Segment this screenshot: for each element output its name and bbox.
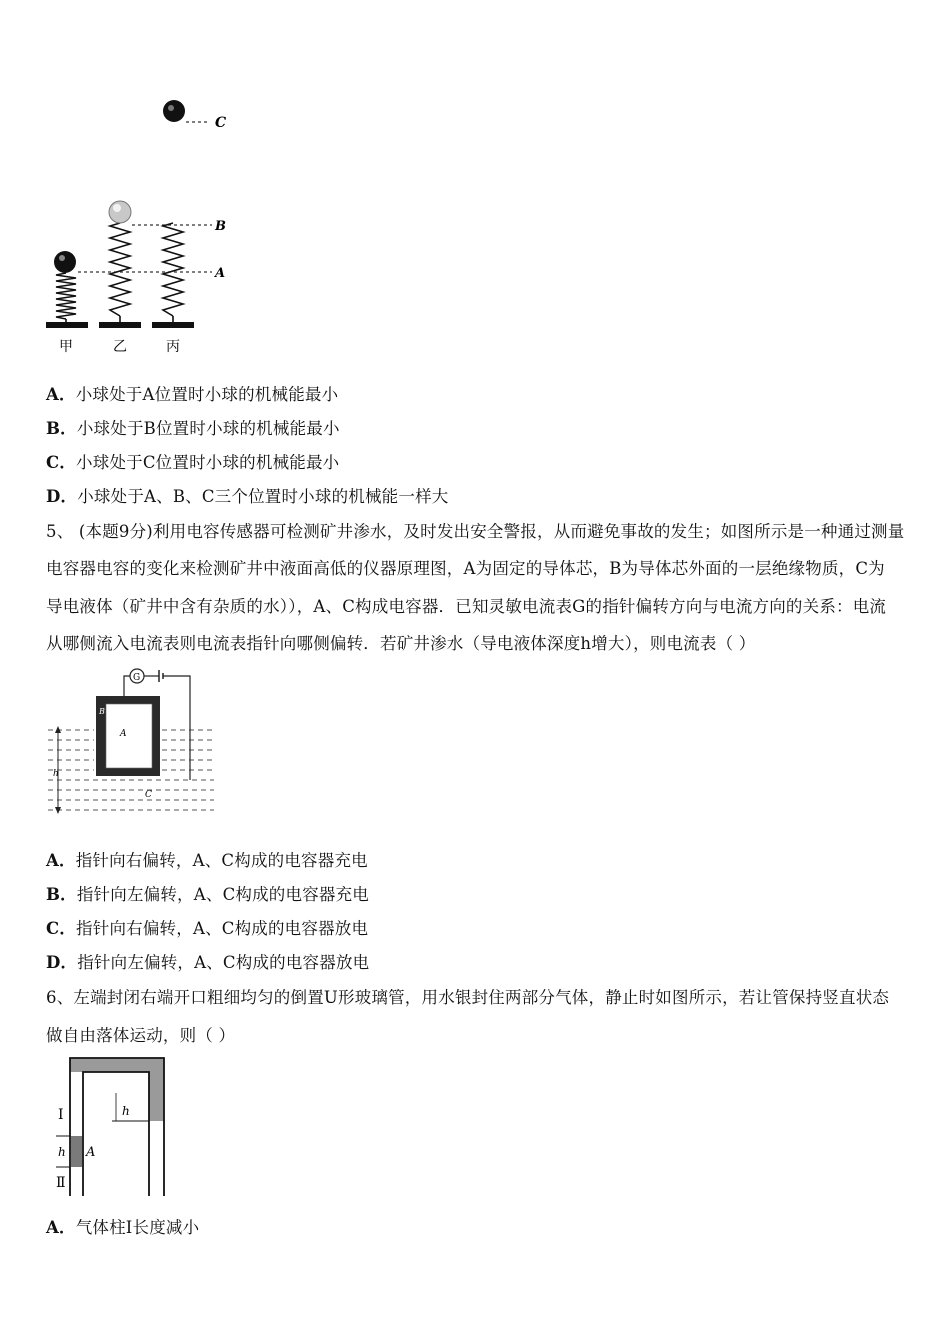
- q4-option-c: C．小球处于C位置时小球的机械能最小: [46, 453, 340, 472]
- label-h: h: [53, 769, 59, 779]
- q6-stem-line2: 做自由落体运动，则（ ）: [46, 1026, 236, 1045]
- label-a: A: [215, 266, 226, 281]
- label-yi: 乙: [113, 339, 127, 355]
- label-b2: B: [99, 707, 105, 716]
- q6-stem-line1: 6、左端封闭右端开口粗细均匀的倒置U形玻璃管，用水银封住两部分气体，静止时如图所示，若让管保持竖直状态: [46, 988, 890, 1007]
- q6-option-a: A．气体柱Ⅰ长度减小: [46, 1218, 200, 1237]
- q5-option-c: C．指针向右偏转，A、C构成的电容器放电: [46, 919, 369, 938]
- conductor-core-a: [106, 704, 152, 768]
- u-tube-figure: [48, 1053, 173, 1203]
- label-c: C: [215, 115, 227, 131]
- mercury-column-a: [71, 1136, 82, 1167]
- label-bing: 丙: [166, 339, 180, 355]
- q5-option-a: A．指针向右偏转，A、C构成的电容器充电: [46, 851, 368, 870]
- label-c2: C: [145, 790, 152, 800]
- q5-stem-line4: 从哪侧流入电流表则电流表指针向哪侧偏转．若矿井渗水（导电液体深度h增大），则电流表（ ）: [46, 634, 756, 653]
- q5-option-d: D．指针向左偏转，A、C构成的电容器放电: [46, 953, 370, 972]
- ball-jia: [54, 251, 76, 273]
- q5-stem-line3: 导电液体（矿井中含有杂质的水）），A、C构成电容器．已知灵敏电流表G的指针偏转方向与电流方向的关系：电流: [46, 597, 887, 616]
- spring-ball-figure: [40, 90, 240, 360]
- q4-option-b: B．小球处于B位置时小球的机械能最小: [46, 419, 340, 438]
- label-a2: A: [120, 729, 127, 739]
- label-jia: 甲: [59, 339, 73, 355]
- label-a3: A: [86, 1145, 96, 1160]
- q5-stem-line1: 5、 (本题9分)利用电容传感器可检测矿井渗水，及时发出安全警报，从而避免事故的发生；如图所示是一种通过测量: [46, 522, 905, 541]
- ball-yi: [109, 201, 131, 223]
- q5-option-b: B．指针向左偏转，A、C构成的电容器充电: [46, 885, 369, 904]
- capacitor-figure: [44, 664, 219, 824]
- ball-c: [163, 100, 185, 122]
- q5-stem-line2: 电容器电容的变化来检测矿井中液面高低的仪器原理图，A为固定的导体芯，B为导体芯外面的一层绝缘物质，C为: [46, 559, 885, 578]
- label-g: G: [133, 673, 141, 683]
- spring-jia: [56, 273, 76, 322]
- q4-option-d: D．小球处于A、B、C三个位置时小球的机械能一样大: [46, 487, 449, 506]
- q4-option-a: A．小球处于A位置时小球的机械能最小: [46, 385, 339, 404]
- label-i: Ⅰ: [58, 1107, 64, 1123]
- label-h-top: h: [122, 1104, 130, 1118]
- label-b: B: [215, 219, 226, 234]
- label-h-a: h: [58, 1145, 66, 1159]
- label-ii: Ⅱ: [56, 1175, 66, 1191]
